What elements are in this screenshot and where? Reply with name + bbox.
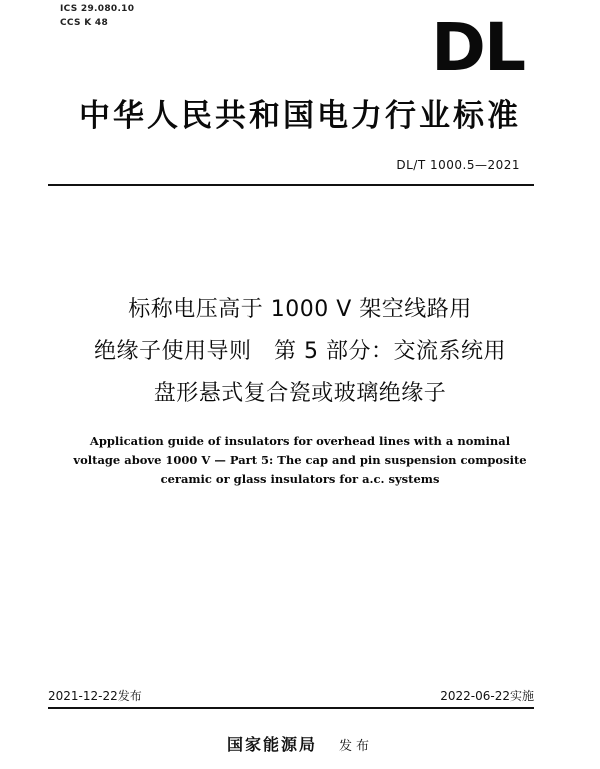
standard-title: 中华人民共和国电力行业标准 [79, 98, 521, 134]
issuer-org: 国家能源局 [226, 735, 317, 754]
zh-title-line-3: 盘形悬式复合瓷或玻璃绝缘子 [153, 381, 447, 406]
standard-number: DL/T 1000.5—2021 [396, 158, 520, 172]
zh-title-line-1: 标称电压高于 1000 V 架空线路用 [128, 297, 472, 322]
issue-date: 2021-12-22发布 [48, 689, 142, 703]
header-divider [48, 184, 534, 186]
zh-title-line-2: 绝缘子使用导则 第 5 部分：交流系统用 [94, 339, 506, 364]
en-title-line-3: ceramic or glass insulators for a.c. systems [160, 472, 440, 486]
footer-divider [48, 707, 534, 709]
en-title-line-1: Application guide of insulators for overhead lines with a nominal [89, 434, 511, 448]
ics-code: ICS 29.080.10 [60, 4, 135, 14]
en-title-line-2: voltage above 1000 V — Part 5: The cap and pin suspension composite [73, 453, 527, 467]
issuer-action: 发布 [339, 739, 374, 754]
ccs-code: CCS K 48 [60, 18, 109, 28]
implementation-date: 2022-06-22实施 [440, 689, 534, 703]
issuer [0, 732, 600, 755]
dl-logo: DL [431, 9, 524, 86]
